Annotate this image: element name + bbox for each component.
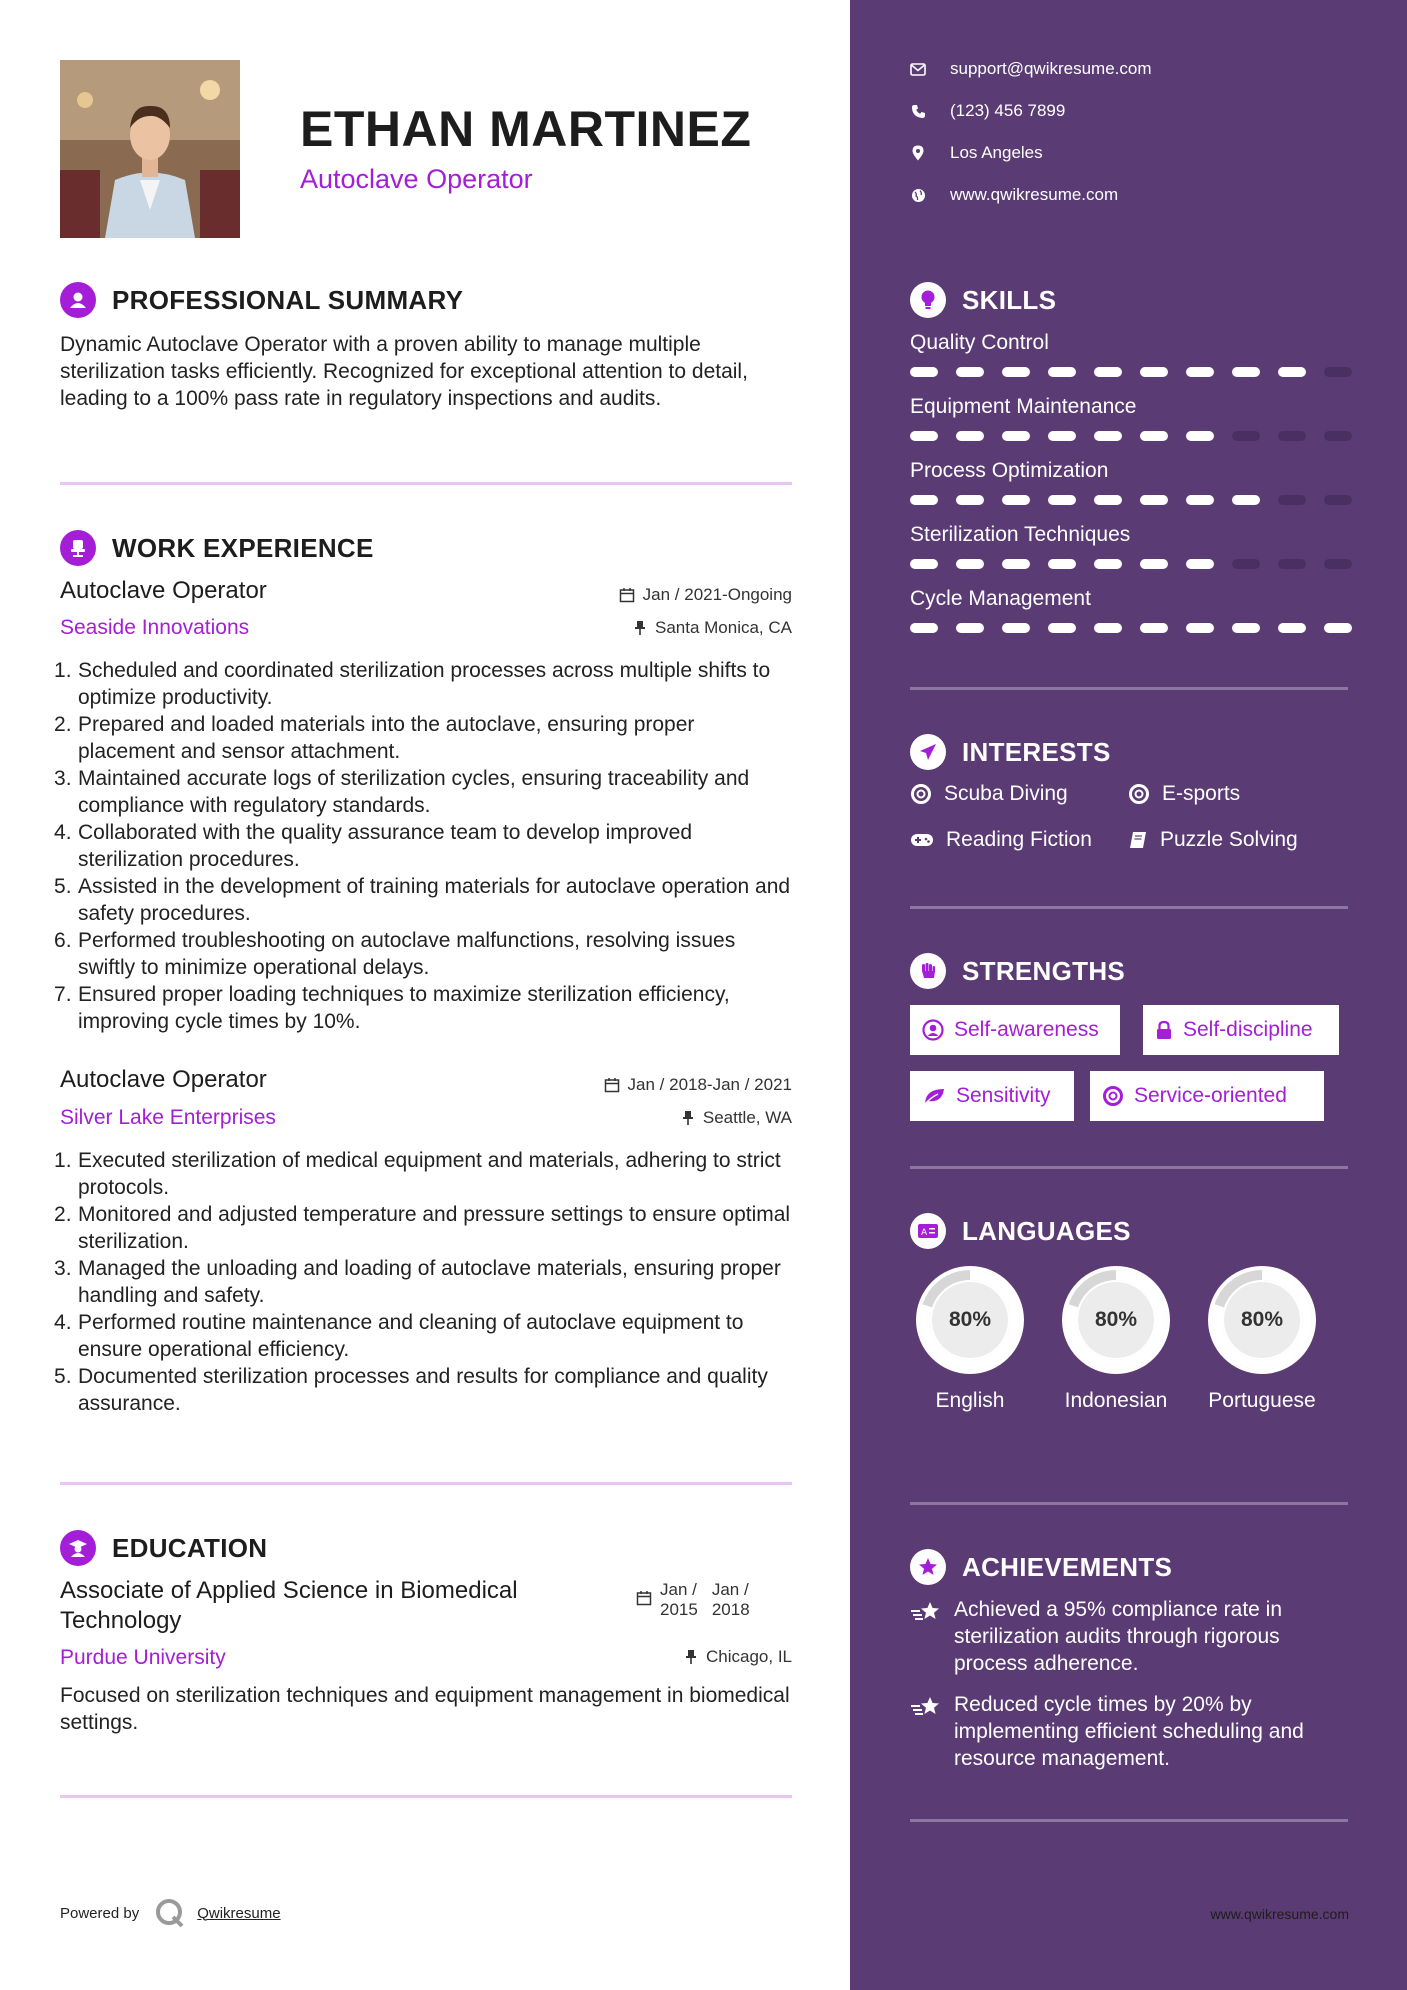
list-item: Scheduled and coordinated sterilization processes across multiple shifts to optimize productivity. — [78, 659, 771, 709]
list-item: Prepared and loaded materials into the autoclave, ensuring proper placement and sensor attachment. — [78, 713, 695, 763]
job-1-dates — [619, 585, 792, 605]
skill-dot — [910, 367, 938, 377]
language-ring — [910, 1260, 1030, 1380]
language-name: English — [935, 1389, 1005, 1412]
skill-dot — [1140, 431, 1168, 441]
skill-dot — [1324, 623, 1352, 633]
skill-dot — [1232, 367, 1260, 377]
language-percent: 80% — [948, 1308, 992, 1331]
globe-icon — [910, 187, 926, 203]
skill-dot — [1186, 495, 1214, 505]
candidate-name: ETHAN MARTINEZ — [300, 101, 752, 157]
strength-label: Sensitivity — [956, 1084, 1051, 1107]
strength-badge — [1143, 1005, 1339, 1055]
experience-heading — [60, 530, 374, 566]
skill-rating — [910, 623, 1352, 633]
phone-text: (123) 456 7899 — [950, 101, 1066, 120]
skill-dot — [1232, 431, 1260, 441]
skill-dot — [1094, 495, 1122, 505]
language-name: Indonesian — [1064, 1389, 1168, 1412]
skill-dot — [1048, 367, 1076, 377]
list-item: Executed sterilization of medical equipment and materials, adhering to strict protocols. — [78, 1149, 781, 1199]
list-item: Performed routine maintenance and cleaning of autoclave equipment to ensure operational efficiency. — [78, 1311, 744, 1361]
education-location-text: Chicago, IL — [706, 1647, 792, 1666]
skill-dot — [1186, 623, 1214, 633]
strength-label: Service-oriented — [1134, 1084, 1287, 1107]
profile-photo — [60, 60, 240, 238]
list-item: Documented sterilization processes and results for compliance and quality assurance. — [78, 1365, 768, 1415]
book-icon — [1128, 830, 1148, 850]
list-item: Monitored and adjusted temperature and pressure settings to ensure optimal sterilization. — [78, 1203, 791, 1253]
contact-website[interactable] — [910, 185, 1118, 205]
divider — [60, 1482, 792, 1485]
education-end-year: 2018 — [711, 1600, 750, 1619]
education-start-month: Jan / — [660, 1580, 697, 1599]
contact-location — [910, 143, 1043, 163]
achievement-item — [910, 1691, 1350, 1772]
job-1-bullets — [60, 657, 792, 1035]
language-icon — [910, 1213, 946, 1249]
skill-dot — [1278, 495, 1306, 505]
interest-item — [1128, 782, 1240, 806]
achievements-title: ACHIEVEMENTS — [962, 1551, 1173, 1582]
education-start-year: 2015 — [660, 1600, 698, 1619]
job-1-location-text: Santa Monica, CA — [654, 618, 792, 637]
skill-dot — [1002, 367, 1030, 377]
graduate-icon — [60, 1530, 96, 1566]
calendar-icon — [604, 1077, 620, 1093]
language-item — [910, 1260, 1030, 1414]
languages-heading — [910, 1213, 1131, 1249]
lifebuoy-icon — [1102, 1085, 1124, 1107]
skill-dot — [1094, 559, 1122, 569]
job-2-location-text: Seattle, WA — [702, 1108, 792, 1127]
skill-dot — [1278, 559, 1306, 569]
strength-badge — [910, 1005, 1120, 1055]
skill-dot — [1186, 431, 1214, 441]
interest-label: Puzzle Solving — [1160, 828, 1298, 851]
skill-dot — [910, 559, 938, 569]
job-1-date-text: Jan / 2021-Ongoing — [642, 585, 792, 604]
skill-dot — [956, 431, 984, 441]
skill-dot — [910, 495, 938, 505]
achievement-item — [910, 1596, 1350, 1677]
divider — [910, 1819, 1348, 1822]
skill-dot — [1002, 431, 1030, 441]
interest-item — [910, 782, 1068, 806]
skill-rating — [910, 495, 1352, 505]
skill-dot — [1140, 623, 1168, 633]
skill-dot — [956, 495, 984, 505]
strengths-heading — [910, 953, 1125, 989]
footer-url[interactable]: www.qwikresume.com — [1210, 1906, 1349, 1922]
strength-badge — [1090, 1071, 1324, 1121]
job-2-company: Silver Lake Enterprises — [60, 1106, 276, 1129]
svg-text:A: A — [921, 1228, 928, 1238]
skill-label: Quality Control — [910, 331, 1049, 354]
divider — [910, 906, 1348, 909]
achievement-text: Reduced cycle times by 20% by implementing efficient scheduling and resource management. — [954, 1693, 1304, 1770]
lifebuoy-icon — [910, 783, 932, 805]
email-text: support@qwikresume.com — [950, 59, 1152, 78]
skill-dot — [1048, 495, 1076, 505]
gamepad-icon — [910, 832, 934, 848]
skill-dot — [1140, 559, 1168, 569]
divider — [60, 482, 792, 485]
job-1-title: Autoclave Operator — [60, 577, 267, 604]
calendar-icon — [619, 587, 635, 603]
lifebuoy-icon — [1128, 783, 1150, 805]
summary-title: PROFESSIONAL SUMMARY — [112, 284, 464, 315]
education-end-month: Jan / — [711, 1580, 749, 1599]
candidate-title: Autoclave Operator — [300, 164, 533, 194]
experience-title: WORK EXPERIENCE — [112, 532, 374, 563]
skill-dot — [1278, 623, 1306, 633]
interest-label: Reading Fiction — [946, 828, 1092, 851]
skill-dot — [1002, 559, 1030, 569]
skill-label: Process Optimization — [910, 459, 1109, 482]
education-title: EDUCATION — [112, 1532, 268, 1563]
paper-plane-icon — [910, 734, 946, 770]
divider — [60, 1795, 792, 1798]
list-item: Collaborated with the quality assurance team to develop improved sterilization procedures. — [78, 821, 693, 871]
map-pin-icon — [910, 145, 926, 161]
summary-heading — [60, 282, 463, 318]
skill-dot — [1048, 559, 1076, 569]
divider — [910, 1166, 1348, 1169]
skill-dot — [1186, 367, 1214, 377]
skill-dot — [910, 623, 938, 633]
skill-dot — [1232, 495, 1260, 505]
strength-label: Self-awareness — [954, 1018, 1099, 1041]
job-2-title: Autoclave Operator — [60, 1066, 267, 1093]
interest-item — [1128, 828, 1298, 852]
language-ring — [1202, 1260, 1322, 1380]
pin-icon — [681, 1110, 695, 1126]
pin-icon — [684, 1649, 698, 1665]
education-dates — [636, 1580, 750, 1620]
list-item: Maintained accurate logs of sterilization cycles, ensuring traceability and compliance with regulatory standards. — [78, 767, 750, 817]
language-name: Portuguese — [1208, 1389, 1316, 1412]
language-percent: 80% — [1240, 1308, 1284, 1331]
skill-dot — [956, 367, 984, 377]
qwikresume-logo-icon — [153, 1896, 187, 1930]
language-item — [1202, 1260, 1322, 1414]
skill-label: Sterilization Techniques — [910, 523, 1131, 546]
skills-heading — [910, 282, 1056, 318]
job-2-location — [681, 1108, 792, 1128]
leaf-icon — [922, 1086, 946, 1106]
skill-dot — [956, 559, 984, 569]
qwikresume-link[interactable]: Qwikresume — [197, 1904, 281, 1922]
skill-dot — [910, 431, 938, 441]
skill-rating — [910, 367, 1352, 377]
achievements-heading — [910, 1549, 1172, 1585]
pin-icon — [633, 620, 647, 636]
skill-dot — [1324, 431, 1352, 441]
interest-label: Scuba Diving — [944, 782, 1068, 805]
achievement-text: Achieved a 95% compliance rate in sterilization audits through rigorous process adherence. — [954, 1598, 1283, 1675]
list-item: Performed troubleshooting on autoclave malfunctions, resolving issues swiftly to minimize operational delays. — [78, 929, 736, 979]
contact-email[interactable] — [910, 59, 1152, 79]
skill-rating — [910, 559, 1352, 569]
strength-badge — [910, 1071, 1074, 1121]
divider — [910, 1502, 1348, 1505]
calendar-icon — [636, 1590, 652, 1606]
strengths-title: STRENGTHS — [962, 955, 1126, 986]
skills-title: SKILLS — [962, 284, 1057, 315]
skill-dot — [1324, 495, 1352, 505]
star-icon — [910, 1549, 946, 1585]
skill-dot — [1186, 559, 1214, 569]
degree: Associate of Applied Science in Biomedical Technology — [60, 1577, 518, 1634]
location-text: Los Angeles — [950, 143, 1043, 162]
job-1-location — [633, 618, 792, 638]
footer-powered-by — [60, 1896, 281, 1930]
interest-label: E-sports — [1162, 782, 1241, 805]
language-ring — [1056, 1260, 1176, 1380]
skill-dot — [1278, 431, 1306, 441]
interests-heading — [910, 734, 1111, 770]
phone-icon — [910, 103, 926, 119]
shooting-star-icon — [910, 1695, 944, 1721]
interest-item — [910, 828, 1092, 852]
skill-label: Equipment Maintenance — [910, 395, 1137, 418]
job-1-company: Seaside Innovations — [60, 616, 250, 639]
interests-title: INTERESTS — [962, 736, 1111, 767]
user-circle-icon — [922, 1019, 944, 1041]
school: Purdue University — [60, 1646, 226, 1669]
lightbulb-icon — [910, 282, 946, 318]
job-2-bullets — [60, 1147, 792, 1417]
divider — [910, 687, 1348, 690]
fist-icon — [910, 953, 946, 989]
skill-dot — [1048, 623, 1076, 633]
education-location — [684, 1647, 792, 1667]
skill-rating — [910, 431, 1352, 441]
powered-by-label: Powered by — [60, 1904, 140, 1922]
strength-label: Self-discipline — [1183, 1018, 1313, 1041]
skill-dot — [1048, 431, 1076, 441]
skill-dot — [956, 623, 984, 633]
skill-dot — [1094, 623, 1122, 633]
skill-dot — [1324, 367, 1352, 377]
education-heading — [60, 1530, 267, 1566]
skill-dot — [1094, 367, 1122, 377]
contact-phone[interactable] — [910, 101, 1065, 121]
skill-dot — [1002, 623, 1030, 633]
envelope-icon — [910, 61, 926, 77]
skill-dot — [1140, 367, 1168, 377]
list-item: Managed the unloading and loading of autoclave materials, ensuring proper handling and safety. — [78, 1257, 781, 1307]
website-text: www.qwikresume.com — [950, 185, 1119, 204]
language-item — [1056, 1260, 1176, 1414]
lock-icon — [1155, 1020, 1173, 1040]
job-2-date-text: Jan / 2018-Jan / 2021 — [627, 1075, 792, 1094]
list-item: Ensured proper loading techniques to maximize sterilization efficiency, improving cycle times by 10%. — [78, 983, 730, 1033]
education-description: Focused on sterilization techniques and equipment management in biomedical settings. — [60, 1684, 790, 1734]
languages-title: LANGUAGES — [962, 1215, 1131, 1246]
office-chair-icon — [60, 530, 96, 566]
user-icon — [60, 282, 96, 318]
skill-dot — [1232, 623, 1260, 633]
list-item: Assisted in the development of training materials for autoclave operation and safety procedures. — [78, 875, 791, 925]
skill-dot — [1278, 367, 1306, 377]
skill-dot — [1232, 559, 1260, 569]
skill-dot — [1324, 559, 1352, 569]
summary-text: Dynamic Autoclave Operator with a proven ability to manage multiple sterilization tasks efficiently. Recognized for exceptional attention to detail, leading to a 100% pass rate in regulatory inspections and audits. — [60, 333, 748, 410]
skill-label: Cycle Management — [910, 587, 1091, 610]
skill-dot — [1002, 495, 1030, 505]
skill-dot — [1140, 495, 1168, 505]
skill-dot — [1094, 431, 1122, 441]
shooting-star-icon — [910, 1600, 944, 1626]
language-percent: 80% — [1094, 1308, 1138, 1331]
job-2-dates — [604, 1075, 792, 1095]
